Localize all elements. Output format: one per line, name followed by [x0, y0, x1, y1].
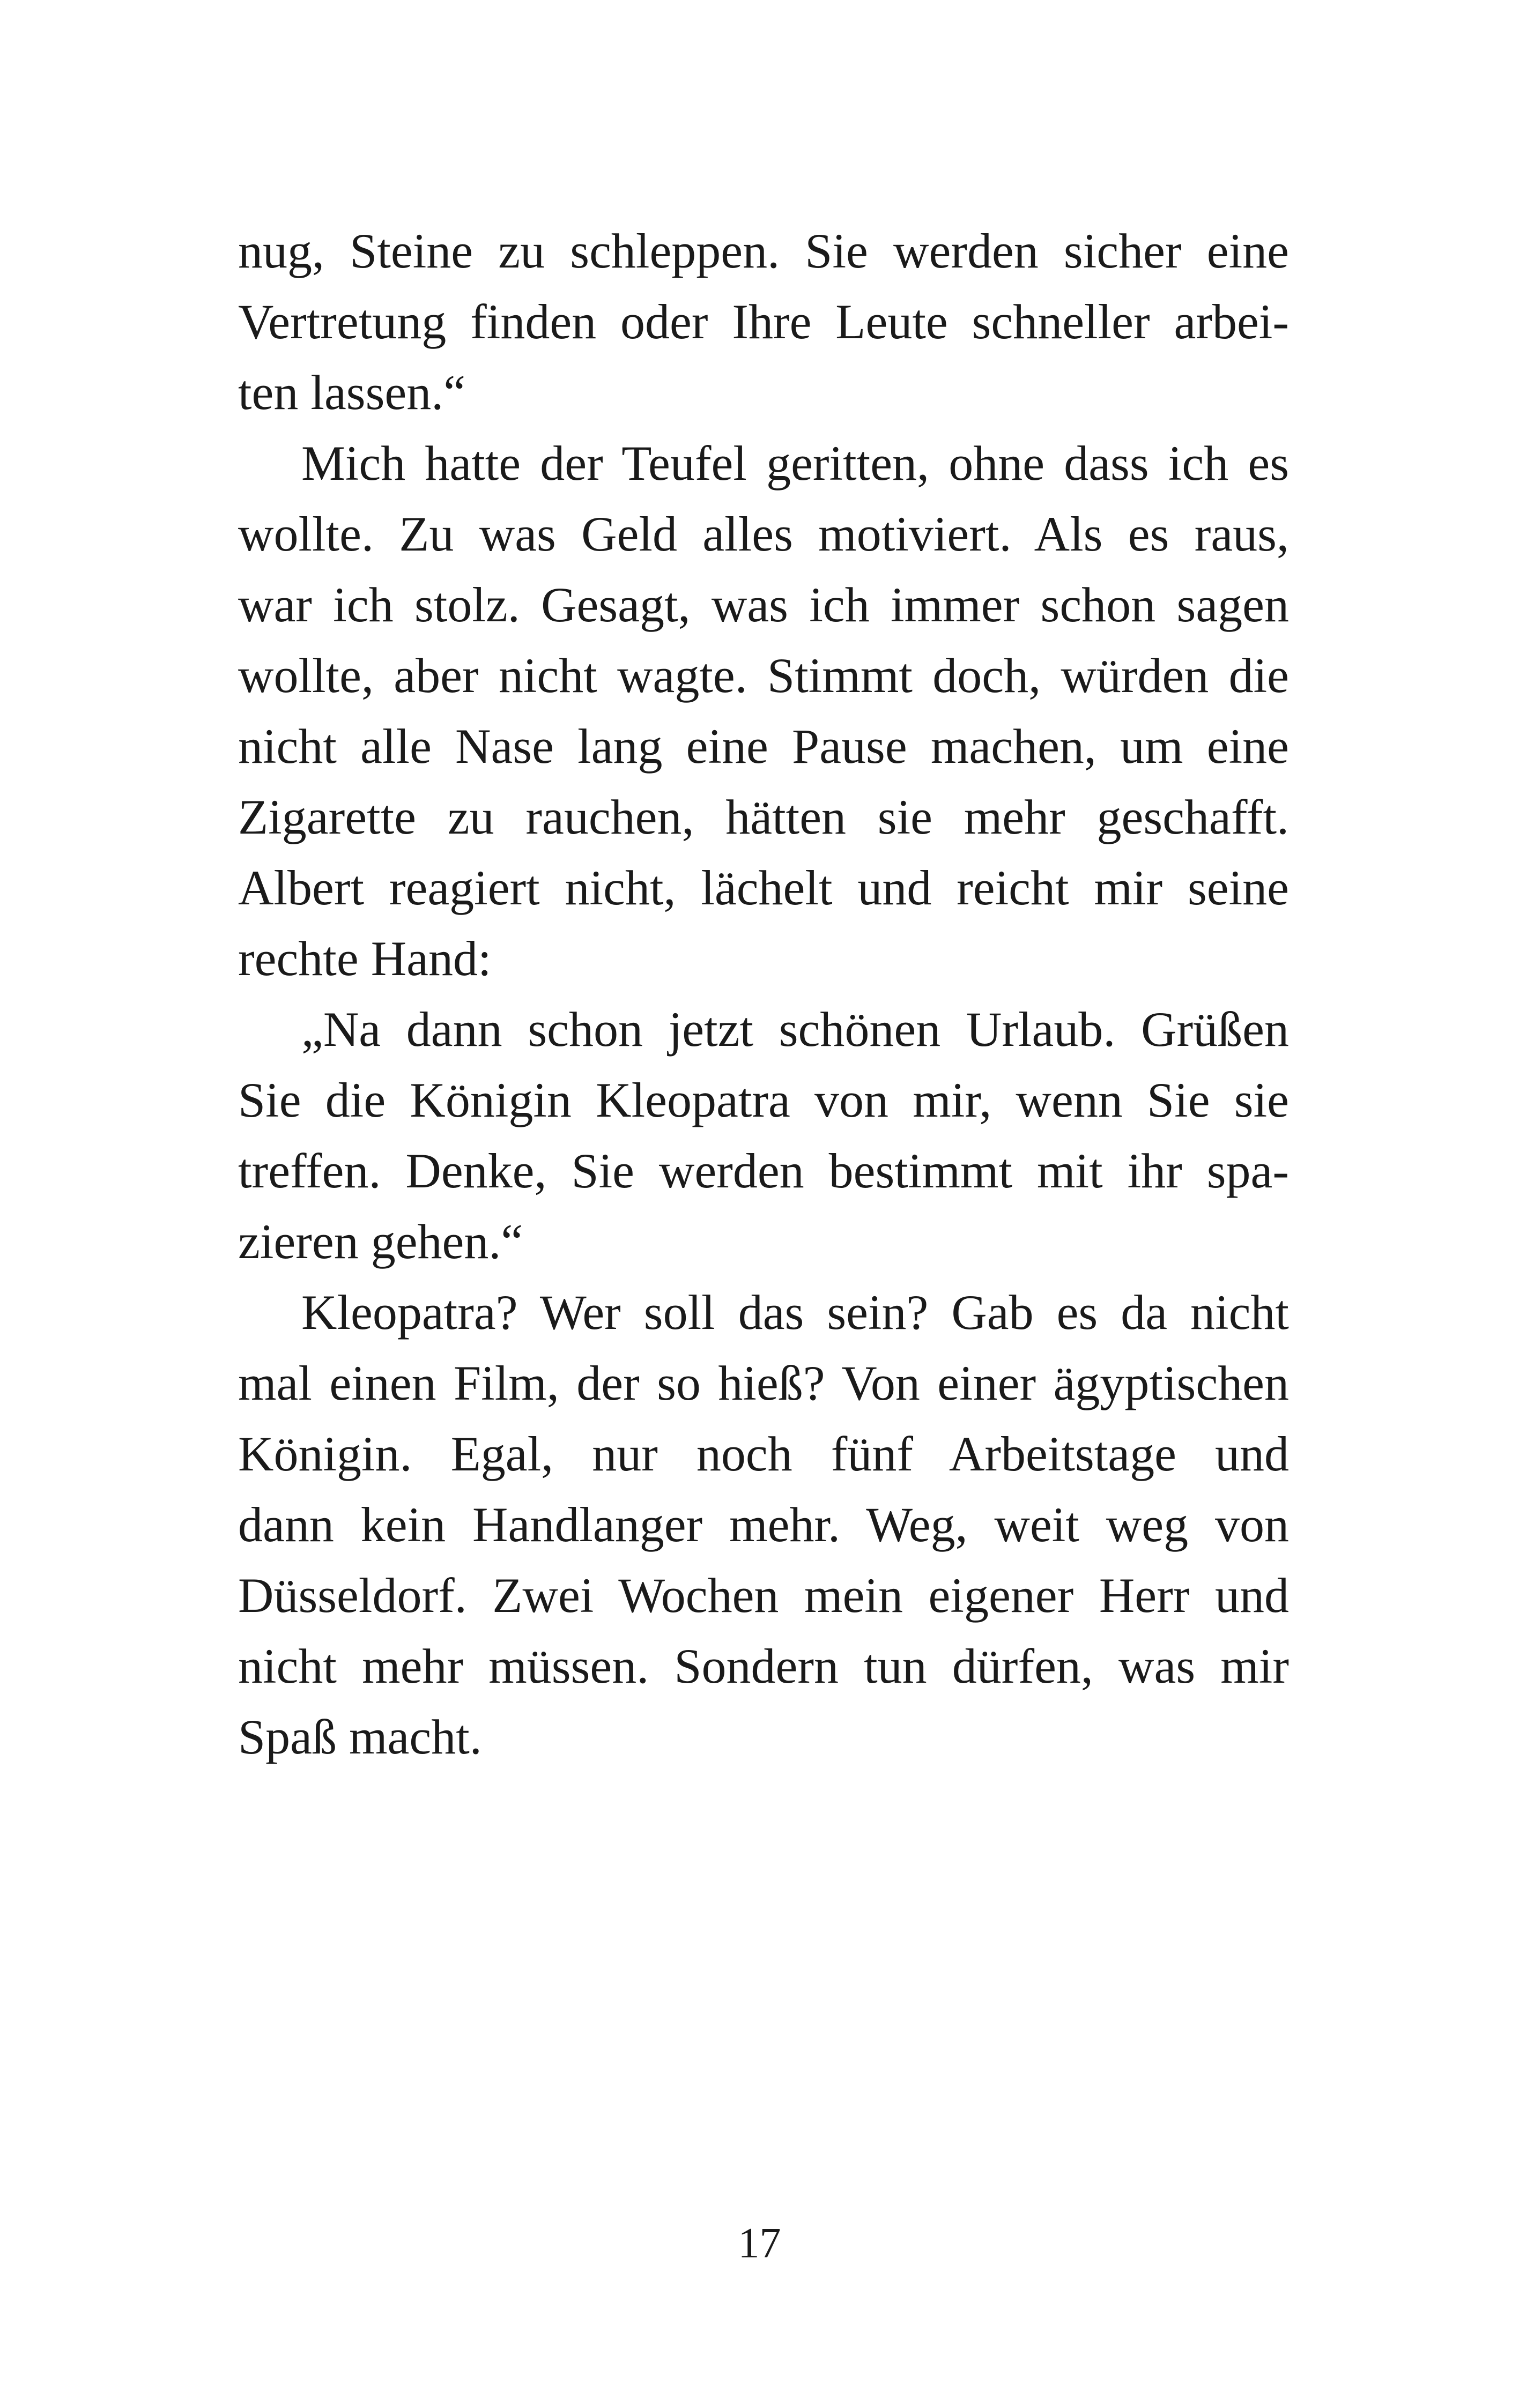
text-line: Zigarette zu rauchen, hätten sie mehr geschafft.: [238, 790, 1289, 844]
body-text: [238, 215, 1289, 1772]
text-line: dann kein Handlanger mehr. Weg, weit weg von: [238, 1497, 1289, 1552]
text-line: Königin. Egal, nur noch fünf Arbeitstage und: [238, 1426, 1289, 1481]
text-line: war ich stolz. Gesagt, was ich immer schon sagen: [238, 577, 1289, 632]
text-line: rechte Hand:: [238, 931, 492, 986]
text-line: ten lassen.“: [238, 365, 466, 420]
text-line: zieren gehen.“: [238, 1214, 523, 1269]
text-line: nicht alle Nase lang eine Pause machen, um eine: [238, 719, 1289, 774]
text-line: nicht mehr müssen. Sondern tun dürfen, was mir: [238, 1639, 1289, 1693]
text-line: Mich hatte der Teufel geritten, ohne dass ich es: [301, 436, 1289, 490]
text-line: nug, Steine zu schleppen. Sie werden sicher eine: [238, 224, 1289, 278]
text-line: „Na dann schon jetzt schönen Urlaub. Grüßen: [301, 1002, 1289, 1057]
text-line: Vertretung finden oder Ihre Leute schneller arbei-: [238, 294, 1289, 349]
text-line: Albert reagiert nicht, lächelt und reicht mir seine: [238, 860, 1289, 915]
text-line: Sie die Königin Kleopatra von mir, wenn Sie sie: [238, 1073, 1289, 1127]
page-number: 17: [738, 2220, 781, 2267]
text-line: Spaß macht.: [238, 1710, 482, 1764]
text-line: Düsseldorf. Zwei Wochen mein eigener Herr und: [238, 1568, 1289, 1623]
text-line: treffen. Denke, Sie werden bestimmt mit ihr spa-: [238, 1143, 1289, 1198]
text-line: Kleopatra? Wer soll das sein? Gab es da nicht: [301, 1285, 1289, 1340]
text-line: wollte. Zu was Geld alles motiviert. Als es raus,: [238, 507, 1289, 561]
text-line: mal einen Film, der so hieß? Von einer ägyptischen: [238, 1356, 1289, 1410]
text-line: wollte, aber nicht wagte. Stimmt doch, würden die: [238, 648, 1289, 703]
